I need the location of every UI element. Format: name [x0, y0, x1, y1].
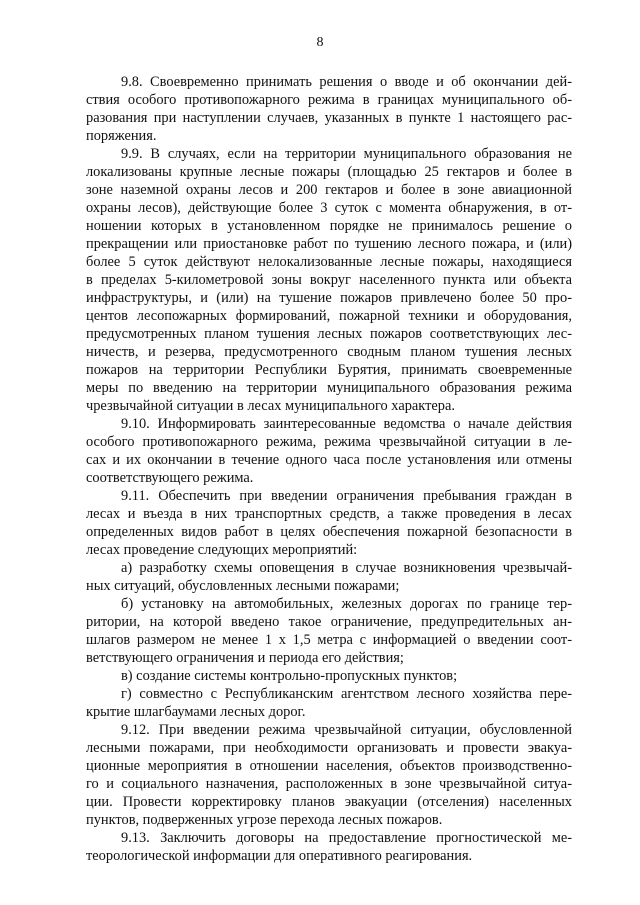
- text-line: ритории, на которой введено такое ограничение, предупредительных ан-: [86, 614, 572, 630]
- text-line: лесах проведение следующих мероприятий:: [86, 542, 358, 558]
- text-line: меры по введению на территории муниципального образования режима: [86, 380, 572, 396]
- text-line: ствия особого противопожарного режима в границах муниципального об-: [86, 92, 572, 108]
- text-line: разования при наступлении случаев, указанных в пункте 1 настоящего рас-: [86, 110, 572, 126]
- text-line: соответствующего режима.: [86, 470, 254, 486]
- page-number: 8: [316, 35, 324, 50]
- text-line: определенных видов работ в целях обеспечения пожарной безопасности в: [86, 524, 572, 540]
- text-line: крытие шлагбаумами лесных дорог.: [86, 704, 306, 720]
- text-line: зоне наземной охраны лесов и 200 гектаров и более в зоне авиационной: [86, 182, 572, 198]
- text-line: лесах и въезда в них транспортных средств, а также проведения в лесах: [86, 506, 572, 522]
- text-line: шлагов размером не менее 1 х 1,5 метра с информацией о введении соот-: [86, 632, 572, 648]
- text-line: в) создание системы контрольно-пропускных пунктов;: [121, 668, 458, 684]
- text-line: особого противопожарного режима, режима чрезвычайной ситуации в ле-: [86, 434, 572, 450]
- text-line: 9.13. Заключить договоры на предоставление прогностической ме-: [121, 830, 572, 846]
- text-line: охраны лесов), действующие более 3 суток с момента обнаружения, в от-: [86, 200, 572, 216]
- text-line: ционные мероприятия в отношении населения, объектов производственно-: [86, 758, 572, 774]
- text-line: ничеств, и резерва, предусмотренного сводным планом тушения лесных: [86, 344, 572, 360]
- text-line: г) совместно с Республиканским агентством лесного хозяйства пере-: [121, 686, 572, 702]
- text-line: чрезвычайной ситуации в лесах муниципального характера.: [86, 398, 455, 414]
- text-line: пунктов, подверженных угрозе перехода лесных пожаров.: [86, 812, 443, 828]
- text-line: сах и их окончании в течение одного часа после установления или отмены: [86, 452, 572, 468]
- text-line: предусмотренных планом тушения лесных пожаров соответствующих лес-: [86, 326, 572, 342]
- text-line: центов лесопожарных формирований, пожарной техники и оборудования,: [86, 308, 572, 324]
- text-line: ных ситуаций, обусловленных лесными пожарами;: [86, 578, 400, 594]
- text-line: 9.11. Обеспечить при введении ограничения пребывания граждан в: [121, 488, 572, 504]
- text-line: теорологической информации для оперативного реагирования.: [86, 848, 473, 864]
- text-line: поряжения.: [86, 128, 157, 144]
- text-line: 9.8. Своевременно принимать решения о вводе и об окончании дей-: [121, 74, 572, 90]
- text-line: 9.10. Информировать заинтересованные ведомства о начале действия: [121, 416, 572, 432]
- text-line: локализованы крупные лесные пожары (площадью 25 гектаров и более в: [86, 164, 572, 180]
- text-line: прекращении или приостановке работ по тушению лесного пожара, и (или): [86, 236, 572, 252]
- text-line: ношении которых в установленном порядке не принималось решение о: [86, 218, 572, 234]
- text-line: ветствующего ограничения и периода его действия;: [86, 650, 404, 666]
- text-line: ции. Провести корректировку планов эвакуации (отселения) населенных: [86, 794, 572, 810]
- text-line: инфраструктуры, и (или) на тушение пожаров привлечено более 50 про-: [86, 290, 572, 306]
- text-line: более 5 суток действуют нелокализованные лесные пожары, находящиеся: [86, 254, 572, 270]
- text-line: лесными пожарами, при необходимости организовать и провести эвакуа-: [86, 740, 572, 756]
- text-line: 9.12. При введении режима чрезвычайной ситуации, обусловленной: [121, 722, 572, 738]
- text-line: а) разработку схемы оповещения в случае возникновения чрезвычай-: [121, 560, 572, 576]
- text-line: го и социального назначения, расположенных в зоне чрезвычайной ситуа-: [86, 776, 572, 792]
- text-line: 9.9. В случаях, если на территории муниципального образования не: [121, 146, 572, 162]
- text-line: пожаров на территории Республики Бурятия, принимать своевременные: [86, 362, 572, 378]
- text-line: б) установку на автомобильных, железных дорогах по границе тер-: [121, 596, 572, 612]
- text-line: в пределах 5-километровой зоны вокруг населенного пункта или объекта: [86, 272, 572, 288]
